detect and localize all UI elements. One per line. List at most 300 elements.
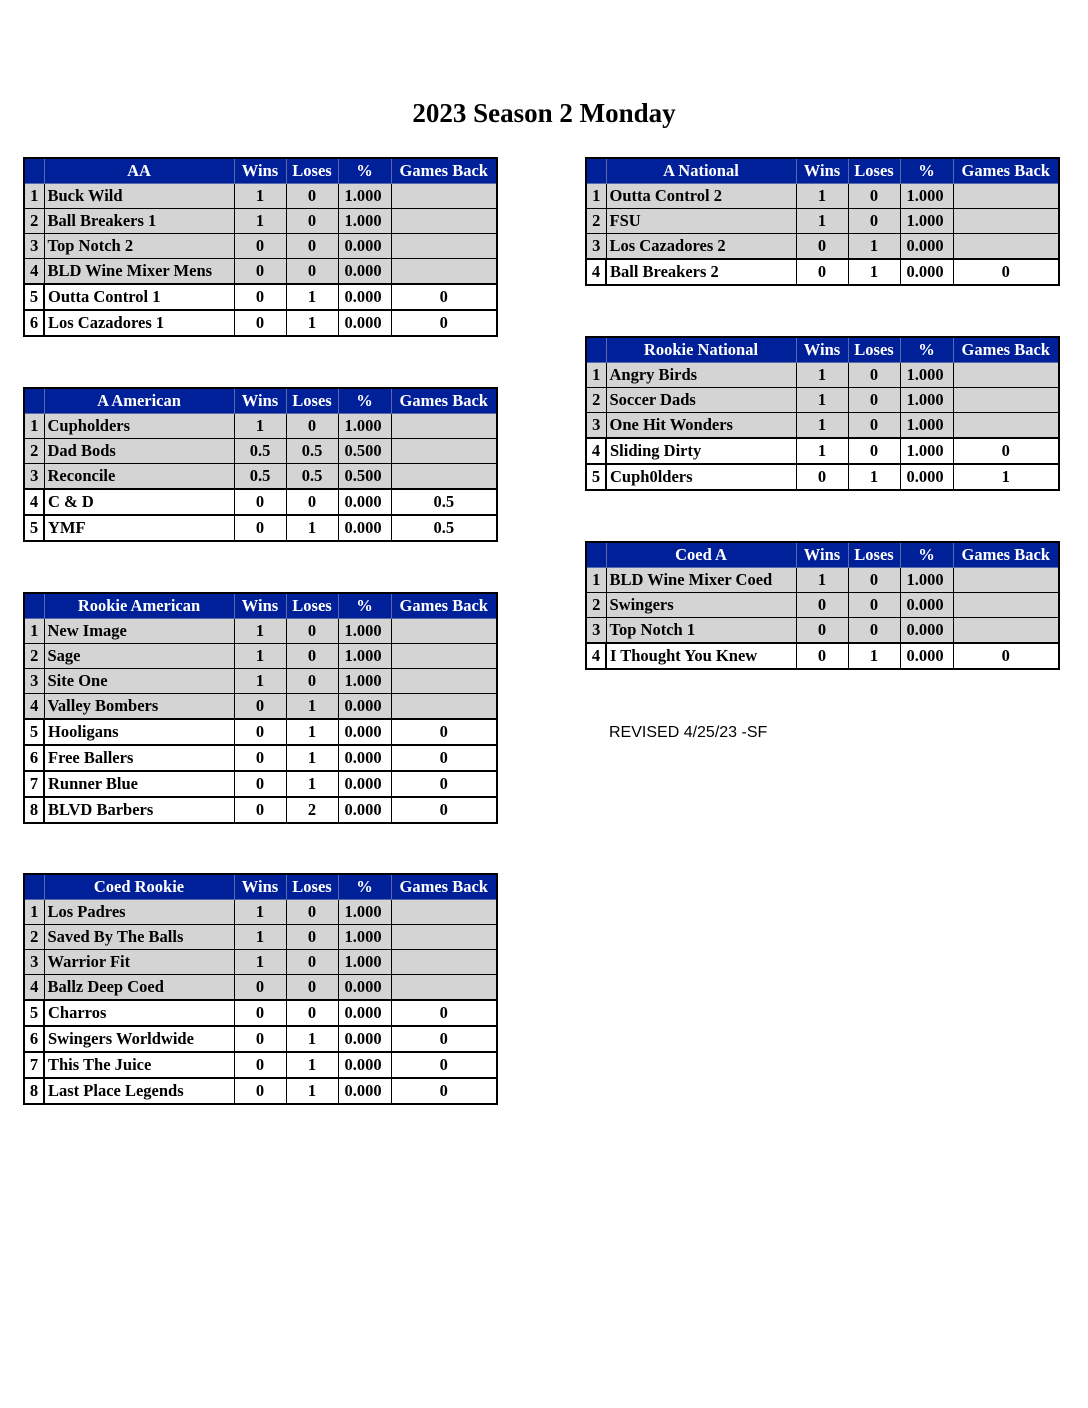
wins-cell: 1	[234, 950, 286, 975]
loses-cell: 0	[286, 209, 338, 234]
loses-cell: 1	[848, 643, 900, 669]
pct-cell: 0.500	[338, 439, 391, 464]
wins-cell: 1	[234, 644, 286, 669]
wins-cell: 1	[234, 619, 286, 644]
table-row	[586, 413, 1059, 439]
wins-header: Wins	[796, 337, 848, 363]
loses-header: Loses	[286, 158, 338, 184]
rank-header	[586, 337, 606, 363]
table-row	[24, 1000, 497, 1026]
team-name-cell: Ball Breakers 2	[606, 259, 796, 285]
pct-cell: 0.000	[338, 489, 391, 515]
team-name-cell: Swingers	[606, 593, 796, 618]
wins-header: Wins	[234, 158, 286, 184]
rank-cell: 2	[24, 209, 44, 234]
team-name-cell: Dad Bods	[44, 439, 234, 464]
rank-cell: 2	[24, 644, 44, 669]
wins-cell: 1	[234, 669, 286, 694]
rank-cell: 6	[24, 310, 44, 336]
wins-cell: 1	[234, 184, 286, 209]
games-back-cell	[953, 363, 1059, 388]
table-row	[24, 771, 497, 797]
wins-header: Wins	[234, 388, 286, 414]
wins-cell: 0	[796, 259, 848, 285]
team-name-cell: Free Ballers	[44, 745, 234, 771]
table-row	[24, 745, 497, 771]
table-row	[24, 439, 497, 464]
wins-cell: 1	[796, 568, 848, 593]
games-back-cell: 0	[391, 719, 497, 745]
games-back-header: Games Back	[953, 337, 1059, 363]
wins-cell: 0	[234, 515, 286, 541]
table-row	[586, 464, 1059, 490]
team-name-cell: Charros	[44, 1000, 234, 1026]
pct-cell: 1.000	[338, 414, 391, 439]
table-row	[24, 234, 497, 259]
table-row	[24, 1026, 497, 1052]
division-name: Rookie National	[606, 337, 796, 363]
table-row	[24, 284, 497, 310]
wins-cell: 0	[796, 234, 848, 260]
rank-header	[24, 158, 44, 184]
games-back-cell	[953, 593, 1059, 618]
wins-cell: 1	[796, 438, 848, 464]
loses-cell: 1	[286, 1078, 338, 1104]
pct-cell: 0.000	[900, 618, 953, 644]
rank-cell: 3	[24, 950, 44, 975]
loses-cell: 1	[286, 719, 338, 745]
loses-cell: 0	[848, 184, 900, 209]
table-row	[24, 414, 497, 439]
header-row	[24, 388, 497, 414]
pct-cell: 0.000	[338, 1026, 391, 1052]
rank-cell: 2	[586, 593, 606, 618]
rank-cell: 4	[24, 975, 44, 1001]
rank-header	[586, 542, 606, 568]
rank-cell: 7	[24, 1052, 44, 1078]
loses-cell: 0	[848, 363, 900, 388]
pct-cell: 0.000	[900, 593, 953, 618]
games-back-header: Games Back	[953, 158, 1059, 184]
rank-cell: 3	[586, 234, 606, 260]
pct-cell: 0.000	[900, 643, 953, 669]
rank-cell: 4	[586, 643, 606, 669]
rank-cell: 1	[24, 900, 44, 925]
loses-cell: 0.5	[286, 439, 338, 464]
pct-cell: 0.000	[338, 1078, 391, 1104]
pct-cell: 1.000	[900, 568, 953, 593]
team-name-cell: Sage	[44, 644, 234, 669]
standings-table-aa	[23, 157, 498, 337]
wins-cell: 0	[234, 1052, 286, 1078]
rank-cell: 4	[24, 694, 44, 720]
games-back-cell	[391, 925, 497, 950]
loses-cell: 0	[848, 593, 900, 618]
games-back-cell	[391, 259, 497, 285]
pct-cell: 0.000	[338, 719, 391, 745]
loses-cell: 1	[286, 1026, 338, 1052]
standings-table-a-national	[585, 157, 1060, 286]
pct-cell: 0.000	[338, 515, 391, 541]
table-row	[24, 950, 497, 975]
wins-cell: 0	[234, 489, 286, 515]
loses-cell: 0	[286, 234, 338, 259]
loses-cell: 1	[848, 259, 900, 285]
rank-cell: 3	[24, 464, 44, 490]
pct-cell: 0.000	[338, 797, 391, 823]
games-back-cell	[953, 184, 1059, 209]
table-row	[24, 489, 497, 515]
table-row	[586, 568, 1059, 593]
wins-cell: 1	[796, 209, 848, 234]
pct-cell: 0.000	[338, 284, 391, 310]
games-back-header: Games Back	[391, 593, 497, 619]
wins-cell: 0.5	[234, 464, 286, 490]
team-name-cell: C & D	[44, 489, 234, 515]
division-name: AA	[44, 158, 234, 184]
pct-cell: 0.000	[900, 259, 953, 285]
rank-cell: 5	[24, 1000, 44, 1026]
pct-cell: 0.000	[338, 1000, 391, 1026]
wins-header: Wins	[234, 874, 286, 900]
loses-cell: 1	[286, 284, 338, 310]
wins-cell: 0	[234, 694, 286, 720]
table-row	[586, 593, 1059, 618]
loses-cell: 0	[286, 644, 338, 669]
games-back-cell	[391, 439, 497, 464]
team-name-cell: Cupholders	[44, 414, 234, 439]
games-back-cell	[953, 234, 1059, 260]
table-row	[586, 259, 1059, 285]
pct-cell: 0.000	[338, 694, 391, 720]
loses-cell: 1	[286, 1052, 338, 1078]
pct-cell: 1.000	[338, 619, 391, 644]
wins-cell: 1	[796, 413, 848, 439]
games-back-cell	[391, 234, 497, 259]
wins-cell: 1	[234, 414, 286, 439]
loses-cell: 0	[286, 1000, 338, 1026]
team-name-cell: Los Cazadores 1	[44, 310, 234, 336]
pct-cell: 0.000	[338, 745, 391, 771]
loses-cell: 0	[286, 900, 338, 925]
loses-cell: 1	[848, 234, 900, 260]
rank-cell: 8	[24, 1078, 44, 1104]
loses-cell: 1	[848, 464, 900, 490]
wins-cell: 1	[796, 388, 848, 413]
team-name-cell: Soccer Dads	[606, 388, 796, 413]
games-back-cell	[953, 568, 1059, 593]
team-name-cell: Swingers Worldwide	[44, 1026, 234, 1052]
games-back-cell	[391, 414, 497, 439]
pct-header: %	[338, 593, 391, 619]
rank-cell: 1	[586, 568, 606, 593]
pct-cell: 0.000	[338, 1052, 391, 1078]
pct-cell: 1.000	[900, 388, 953, 413]
standings-table-rookie-national	[585, 336, 1060, 491]
games-back-cell: 0	[953, 259, 1059, 285]
wins-cell: 1	[234, 209, 286, 234]
table-row	[586, 184, 1059, 209]
table-row	[586, 363, 1059, 388]
games-back-cell: 0	[391, 797, 497, 823]
pct-header: %	[338, 158, 391, 184]
rank-cell: 4	[586, 259, 606, 285]
table-row	[586, 438, 1059, 464]
games-back-cell	[391, 209, 497, 234]
games-back-cell	[391, 644, 497, 669]
pct-header: %	[900, 337, 953, 363]
pct-cell: 0.000	[338, 234, 391, 259]
games-back-cell	[391, 900, 497, 925]
standings-table-a-american	[23, 387, 498, 542]
table-row	[24, 184, 497, 209]
rank-header	[24, 593, 44, 619]
table-row	[24, 259, 497, 285]
pct-cell: 1.000	[338, 900, 391, 925]
games-back-cell	[953, 618, 1059, 644]
loses-cell: 1	[286, 745, 338, 771]
loses-header: Loses	[286, 388, 338, 414]
table-row	[586, 388, 1059, 413]
pct-cell: 0.000	[338, 259, 391, 285]
wins-cell: 0	[234, 1026, 286, 1052]
pct-cell: 1.000	[338, 644, 391, 669]
team-name-cell: BLD Wine Mixer Coed	[606, 568, 796, 593]
division-name: A National	[606, 158, 796, 184]
team-name-cell: New Image	[44, 619, 234, 644]
table-row	[24, 1052, 497, 1078]
team-name-cell: Los Cazadores 2	[606, 234, 796, 260]
page-title: 2023 Season 2 Monday	[412, 98, 676, 128]
games-back-cell	[391, 184, 497, 209]
pct-cell: 0.000	[338, 975, 391, 1001]
table-row	[24, 310, 497, 336]
team-name-cell: Outta Control 2	[606, 184, 796, 209]
games-back-header: Games Back	[391, 158, 497, 184]
rank-cell: 5	[586, 464, 606, 490]
games-back-cell: 0	[391, 1000, 497, 1026]
games-back-cell	[391, 619, 497, 644]
loses-cell: 1	[286, 310, 338, 336]
team-name-cell: Ball Breakers 1	[44, 209, 234, 234]
loses-header: Loses	[286, 593, 338, 619]
table-row	[24, 900, 497, 925]
wins-cell: 0	[796, 618, 848, 644]
pct-cell: 1.000	[900, 413, 953, 439]
loses-cell: 0	[286, 925, 338, 950]
games-back-cell	[391, 464, 497, 490]
games-back-cell: 0	[391, 310, 497, 336]
loses-cell: 0	[848, 413, 900, 439]
table-row	[24, 1078, 497, 1104]
team-name-cell: Cuph0lders	[606, 464, 796, 490]
rank-cell: 1	[24, 414, 44, 439]
loses-header: Loses	[848, 337, 900, 363]
rank-header	[24, 388, 44, 414]
team-name-cell: Reconcile	[44, 464, 234, 490]
wins-header: Wins	[796, 542, 848, 568]
wins-cell: 0.5	[234, 439, 286, 464]
loses-cell: 0	[848, 618, 900, 644]
loses-cell: 2	[286, 797, 338, 823]
loses-cell: 0	[286, 975, 338, 1001]
wins-cell: 0	[234, 797, 286, 823]
games-back-cell: 0.5	[391, 489, 497, 515]
team-name-cell: Saved By The Balls	[44, 925, 234, 950]
team-name-cell: Angry Birds	[606, 363, 796, 388]
games-back-cell: 0.5	[391, 515, 497, 541]
table-row	[24, 975, 497, 1001]
loses-cell: 0	[848, 438, 900, 464]
wins-cell: 0	[234, 234, 286, 259]
pct-cell: 0.000	[338, 771, 391, 797]
rank-cell: 5	[24, 515, 44, 541]
loses-cell: 0	[286, 950, 338, 975]
loses-cell: 0	[286, 619, 338, 644]
loses-header: Loses	[848, 158, 900, 184]
games-back-cell	[953, 388, 1059, 413]
standings-table-coed-a	[585, 541, 1060, 670]
pct-header: %	[338, 388, 391, 414]
games-back-cell: 0	[391, 1052, 497, 1078]
table-row	[24, 694, 497, 720]
pct-cell: 1.000	[900, 209, 953, 234]
pct-cell: 0.000	[900, 464, 953, 490]
wins-cell: 0	[234, 1000, 286, 1026]
table-row	[24, 925, 497, 950]
rank-header	[24, 874, 44, 900]
header-row	[586, 158, 1059, 184]
team-name-cell: Hooligans	[44, 719, 234, 745]
header-row	[24, 158, 497, 184]
team-name-cell: Los Padres	[44, 900, 234, 925]
table-row	[24, 719, 497, 745]
header-row	[586, 337, 1059, 363]
loses-cell: 1	[286, 694, 338, 720]
rank-cell: 2	[24, 925, 44, 950]
loses-header: Loses	[286, 874, 338, 900]
loses-cell: 0	[286, 414, 338, 439]
team-name-cell: Site One	[44, 669, 234, 694]
pct-cell: 0.500	[338, 464, 391, 490]
games-back-cell	[391, 694, 497, 720]
rank-cell: 1	[586, 184, 606, 209]
loses-cell: 0.5	[286, 464, 338, 490]
loses-cell: 1	[286, 515, 338, 541]
pct-cell: 1.000	[338, 950, 391, 975]
team-name-cell: Sliding Dirty	[606, 438, 796, 464]
team-name-cell: Runner Blue	[44, 771, 234, 797]
games-back-cell	[953, 209, 1059, 234]
table-row	[24, 209, 497, 234]
wins-cell: 1	[234, 900, 286, 925]
standings-table-coed-rookie	[23, 873, 498, 1105]
loses-cell: 0	[848, 209, 900, 234]
rank-cell: 2	[586, 209, 606, 234]
rank-cell: 5	[24, 719, 44, 745]
pct-cell: 1.000	[338, 925, 391, 950]
games-back-header: Games Back	[391, 874, 497, 900]
rank-cell: 6	[24, 1026, 44, 1052]
team-name-cell: Last Place Legends	[44, 1078, 234, 1104]
wins-header: Wins	[796, 158, 848, 184]
team-name-cell: Top Notch 2	[44, 234, 234, 259]
wins-cell: 1	[796, 363, 848, 388]
rank-cell: 3	[586, 413, 606, 439]
pct-cell: 1.000	[338, 209, 391, 234]
team-name-cell: Buck Wild	[44, 184, 234, 209]
rank-cell: 8	[24, 797, 44, 823]
wins-cell: 1	[796, 184, 848, 209]
team-name-cell: I Thought You Knew	[606, 643, 796, 669]
header-row	[586, 542, 1059, 568]
division-name: A American	[44, 388, 234, 414]
games-back-cell: 0	[391, 1078, 497, 1104]
rank-cell: 5	[24, 284, 44, 310]
team-name-cell: BLD Wine Mixer Mens	[44, 259, 234, 285]
rank-cell: 4	[24, 489, 44, 515]
games-back-cell: 0	[391, 284, 497, 310]
wins-cell: 0	[796, 464, 848, 490]
team-name-cell: Valley Bombers	[44, 694, 234, 720]
rank-cell: 7	[24, 771, 44, 797]
rank-cell: 1	[586, 363, 606, 388]
loses-cell: 0	[286, 259, 338, 285]
games-back-cell: 1	[953, 464, 1059, 490]
loses-cell: 0	[286, 489, 338, 515]
wins-cell: 0	[234, 310, 286, 336]
team-name-cell: BLVD Barbers	[44, 797, 234, 823]
wins-cell: 0	[234, 975, 286, 1001]
pct-cell: 0.000	[900, 234, 953, 260]
rank-header	[586, 158, 606, 184]
pct-cell: 1.000	[900, 438, 953, 464]
pct-header: %	[900, 542, 953, 568]
loses-header: Loses	[848, 542, 900, 568]
rank-cell: 3	[24, 669, 44, 694]
division-name: Coed A	[606, 542, 796, 568]
pct-cell: 1.000	[338, 184, 391, 209]
games-back-header: Games Back	[953, 542, 1059, 568]
games-back-cell: 0	[953, 438, 1059, 464]
team-name-cell: Ballz Deep Coed	[44, 975, 234, 1001]
pct-cell: 1.000	[900, 363, 953, 388]
wins-cell: 0	[234, 284, 286, 310]
games-back-cell: 0	[391, 745, 497, 771]
table-row	[24, 619, 497, 644]
table-row	[24, 669, 497, 694]
games-back-cell	[953, 413, 1059, 439]
loses-cell: 0	[848, 388, 900, 413]
table-row	[586, 618, 1059, 644]
pct-header: %	[900, 158, 953, 184]
rank-cell: 6	[24, 745, 44, 771]
table-row	[24, 644, 497, 669]
wins-cell: 0	[796, 593, 848, 618]
division-name: Coed Rookie	[44, 874, 234, 900]
division-name: Rookie American	[44, 593, 234, 619]
loses-cell: 0	[286, 184, 338, 209]
wins-cell: 0	[796, 643, 848, 669]
rank-cell: 2	[586, 388, 606, 413]
pct-cell: 1.000	[338, 669, 391, 694]
revised-note: REVISED 4/25/23 -SF	[609, 724, 768, 741]
header-row	[24, 593, 497, 619]
table-row	[586, 234, 1059, 260]
games-back-cell	[391, 669, 497, 694]
wins-cell: 0	[234, 719, 286, 745]
pct-cell: 0.000	[338, 310, 391, 336]
